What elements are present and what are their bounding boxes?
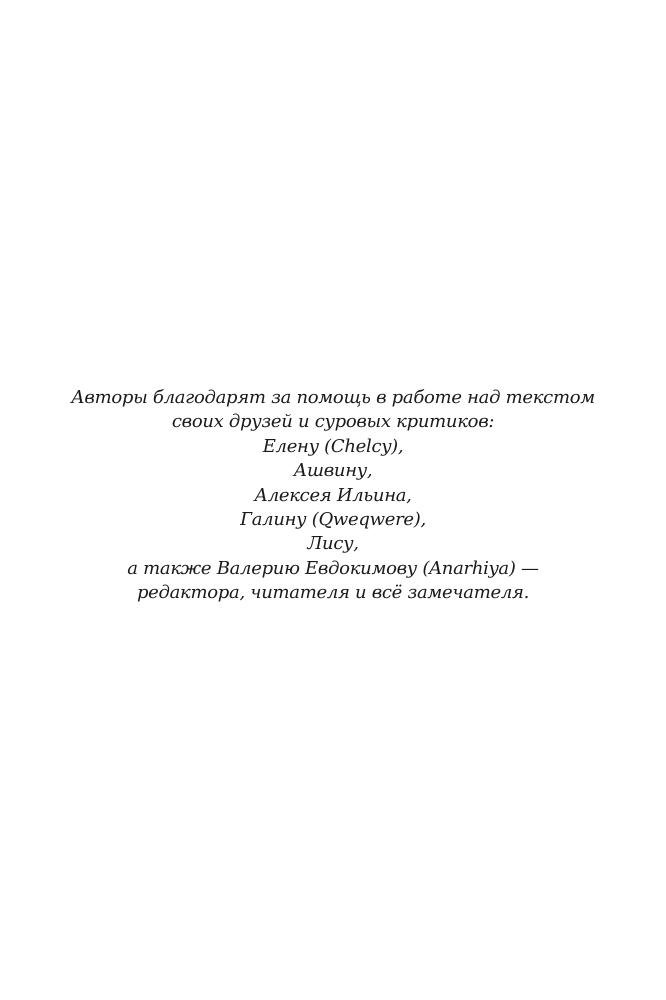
acknowledgement-line-lisa: Лису, bbox=[307, 533, 359, 555]
acknowledgement-line-valeria: а также Валерию Евдокимову (Anarhiya) — bbox=[127, 557, 539, 579]
acknowledgement-line-aleksey: Алексея Ильина, bbox=[254, 484, 412, 506]
acknowledgement-line-galina: Галину (Qweqwere), bbox=[240, 509, 426, 531]
acknowledgement-line-intro: Авторы благодарят за помощь в работе над текстом bbox=[71, 387, 595, 408]
acknowledgement-line-elena: Елену (Chelcy), bbox=[262, 435, 404, 457]
acknowledgement-line-ashvina: Ашвину, bbox=[293, 460, 373, 482]
acknowledgement-text bbox=[40, 386, 626, 606]
acknowledgement-line-editor: редактора, читателя и всё замечателя. bbox=[136, 582, 530, 604]
acknowledgement-line-critics: своих друзей и суровых критиков: bbox=[171, 411, 495, 433]
